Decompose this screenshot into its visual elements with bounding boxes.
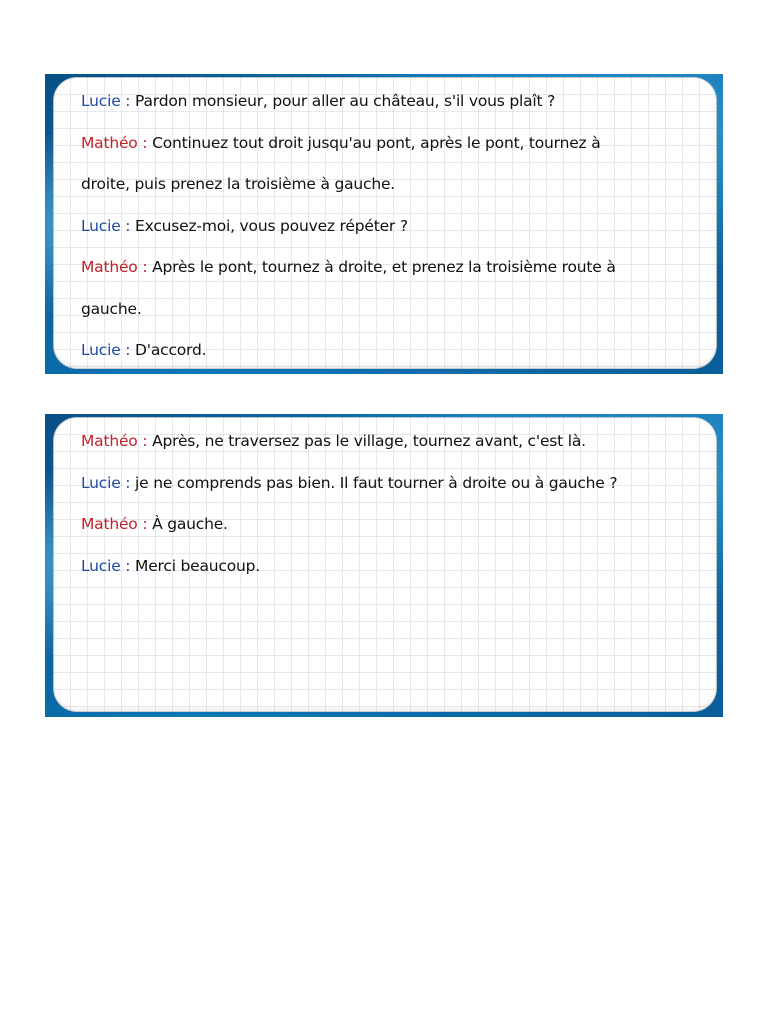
dialogue-text: Après, ne traversez pas le village, tournez avant, c'est là. <box>147 432 586 450</box>
speaker-label-matheo: Mathéo : <box>81 515 148 533</box>
dialogue-text: droite, puis prenez la troisième à gauche. <box>81 175 396 193</box>
dialogue-line-continuation <box>81 289 709 331</box>
speaker-label-lucie: Lucie : <box>81 92 131 110</box>
dialogue-text: Après le pont, tournez à droite, et prenez la troisième route à <box>147 258 616 276</box>
dialogue-card-2 <box>53 417 717 712</box>
dialogue-line <box>81 463 709 505</box>
dialogue-line <box>81 81 709 123</box>
dialogue-text: D'accord. <box>130 341 207 359</box>
dialogue-panel-2 <box>45 414 723 717</box>
speaker-label-matheo: Mathéo : <box>81 432 148 450</box>
dialogue-text: gauche. <box>81 299 142 318</box>
speaker-label-lucie: Lucie : <box>81 556 131 575</box>
dialogue-line <box>81 247 709 289</box>
dialogue-line-continuation <box>81 164 709 206</box>
dialogue-line <box>81 421 709 463</box>
dialogue-card-1 <box>53 77 717 369</box>
dialogue-text: Merci beaucoup. <box>130 556 261 575</box>
dialogue-text: Continuez tout droit jusqu'au pont, après le pont, tournez à <box>147 133 601 152</box>
dialogue-line <box>81 206 709 248</box>
dialogue-line <box>81 546 709 588</box>
dialogue-text: Excusez-moi, vous pouvez répéter ? <box>130 216 408 235</box>
dialogue-line <box>81 330 709 372</box>
dialogue-text: Pardon monsieur, pour aller au château, s'il vous plaît ? <box>130 92 556 110</box>
dialogue-line <box>81 123 709 165</box>
speaker-label-matheo: Mathéo : <box>81 258 148 276</box>
speaker-label-lucie: Lucie : <box>81 341 131 359</box>
dialogue-line <box>81 504 709 546</box>
speaker-label-lucie: Lucie : <box>81 473 131 492</box>
speaker-label-lucie: Lucie : <box>81 216 131 235</box>
speaker-label-matheo: Mathéo : <box>81 133 148 152</box>
dialogue-panel-1 <box>45 74 723 374</box>
dialogue-text: À gauche. <box>147 515 228 533</box>
dialogue-text: je ne comprends pas bien. Il faut tourner à droite ou à gauche ? <box>130 473 618 492</box>
